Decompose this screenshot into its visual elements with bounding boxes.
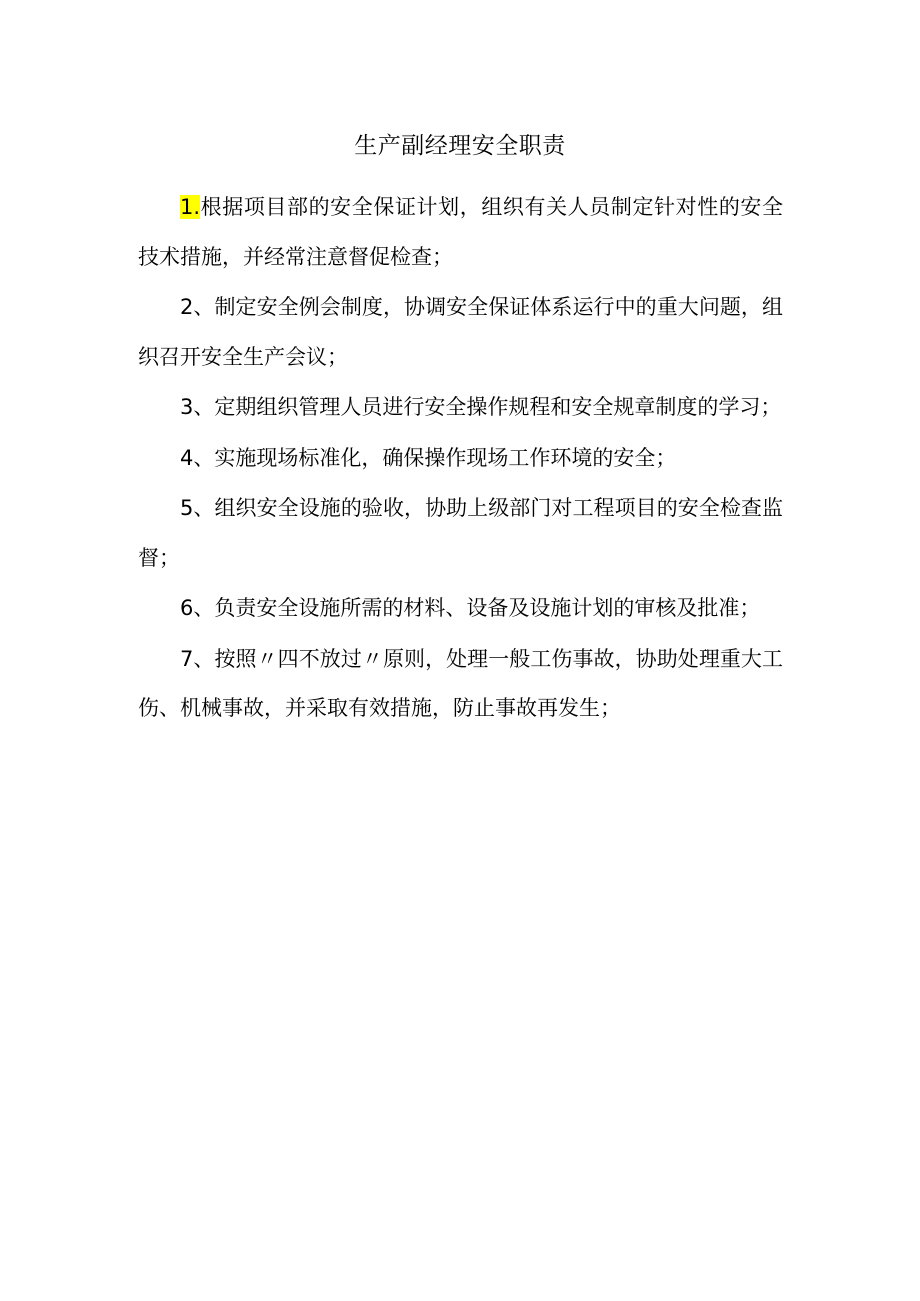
duty-list	[138, 183, 783, 735]
duty-item-1	[138, 183, 783, 282]
duty-item-2	[138, 283, 783, 382]
duty-item-4	[138, 434, 783, 484]
duty-number: 6、	[180, 596, 215, 620]
document-title: 生产副经理安全职责	[354, 133, 566, 159]
duty-text: 制定安全例会制度，协调安全保证体系运行中的重大问题，组织召开安全生产会议；	[138, 295, 783, 369]
duty-text: 负责安全设施所需的材料、设备及设施计划的审核及批准；	[214, 596, 761, 620]
duty-number: 2、	[180, 295, 215, 319]
duty-item-5	[138, 484, 783, 583]
duty-text: 根据项目部的安全保证计划，组织有关人员制定针对性的安全技术措施，并经常注意督促检查；	[138, 195, 783, 269]
duty-text: 实施现场标准化，确保操作现场工作环境的安全；	[214, 445, 677, 470]
duty-number: 5、	[180, 496, 215, 520]
duty-text: 组织安全设施的验收，协助上级部门对工程项目的安全检查监督；	[138, 496, 783, 570]
duty-number: 3、	[180, 395, 215, 419]
duty-number: 4、	[180, 445, 215, 470]
duty-text: 按照〃四不放过〃原则，处理一般工伤事故，协助处理重大工伤、机械事故，并采取有效措施，防止事故再发生；	[138, 646, 783, 720]
duty-number: 7、	[180, 646, 215, 671]
duty-item-6	[138, 584, 783, 634]
duty-item-7	[138, 635, 783, 734]
duty-item-3	[138, 383, 783, 433]
duty-text: 定期组织管理人员进行安全操作规程和安全规章制度的学习；	[214, 395, 782, 419]
duty-number-highlighted: 1.	[180, 195, 201, 219]
